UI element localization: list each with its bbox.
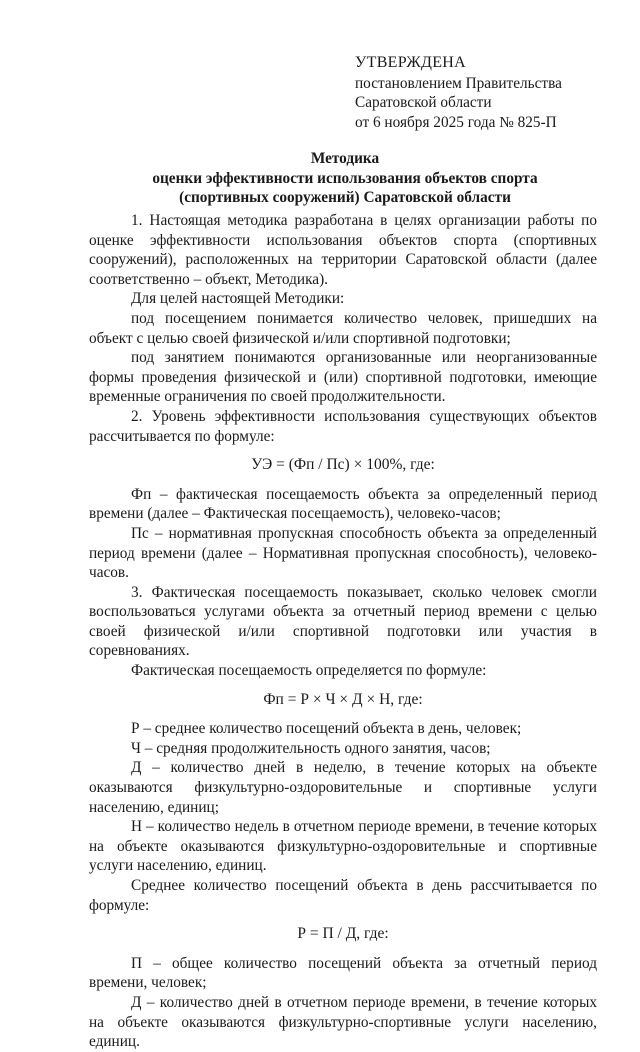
paragraph-14: Среднее количество посещений объекта в день рассчитывается по формуле: <box>89 877 597 914</box>
approval-heading: УТВЕРЖДЕНА <box>355 54 467 71</box>
paragraph-2: Для целей настоящей Методики: <box>131 290 345 308</box>
formula-attendance: Фп = Р × Ч × Д × Н, где: <box>263 690 423 708</box>
paragraph-4: под занятием понимаются организованные или неорганизованные формы проведения физической и (или) спортивной подготовки, имеющие временные ограничения по своей продолжительности. <box>89 349 597 406</box>
paragraph-1: 1. Настоящая методика разработана в целях организации работы по оценке эффективности использования объектов спорта (спортивных сооружений), расположенных на территории Саратовской области (далее соответственно – объект, Методика). <box>89 212 597 288</box>
paragraph-6: Фп – фактическая посещаемость объекта за определенный период времени (далее – Фактическая посещаемость), человеко-часов; <box>89 485 597 523</box>
title-line-1: Методика <box>310 150 380 167</box>
paragraph-7: Пс – нормативная пропускная способность объекта за определенный период времени (далее – Нормативная пропускная способность), человеко-часов. <box>89 524 597 582</box>
approval-stamp <box>355 53 625 132</box>
paragraph-12: Д – количество дней в неделю, в течение которых на объекте оказываются физкультурно-оздоровительные и спортивные услуги населению, единиц; <box>89 759 597 816</box>
document-title <box>90 149 600 208</box>
formula-efficiency: УЭ = (Фп / Пс) × 100%, где: <box>251 456 435 474</box>
paragraph-10: Р – среднее количество посещений объекта в день, человек; <box>131 720 522 738</box>
paragraph-13: Н – количество недель в отчетном периоде времени, в течение которых на объекте оказываются физкультурно-оздоровительные и спортивные услуги населению, единиц. <box>89 818 597 875</box>
paragraph-15: П – общее количество посещений объекта за отчетный период времени, человек; <box>89 954 597 992</box>
title-line-2: оценки эффективности использования объектов спорта <box>152 169 538 187</box>
approval-line-1: постановлением Правительства <box>355 74 562 92</box>
paragraph-5: 2. Уровень эффективности использования существующих объектов рассчитывается по формуле: <box>89 407 597 445</box>
paragraph-3: под посещением понимается количество человек, пришедших на объект с целью своей физической и/или спортивной подготовки; <box>89 309 597 347</box>
paragraph-16: Д – количество дней в отчетном периоде времени, в течение которых на объекте оказываются физкультурно-спортивные услуги населению, единиц. <box>89 993 597 1051</box>
formula-daily-visits: Р = П / Д, где: <box>297 925 389 943</box>
approval-line-3: от 6 ноября 2025 года № 825-П <box>355 113 557 131</box>
title-line-3: (спортивных сооружений) Саратовской области <box>179 189 511 207</box>
paragraph-8: 3. Фактическая посещаемость показывает, сколько человек смогли воспользоваться услугами объекта за отчетный период времени с целью своей физической и/или спортивной подготовки или участия в соревнованиях. <box>89 583 597 660</box>
approval-line-2: Саратовской области <box>355 94 492 112</box>
paragraph-9: Фактическая посещаемость определяется по формуле: <box>131 662 487 680</box>
paragraph-11: Ч – средняя продолжительность одного занятия, часов; <box>131 739 491 757</box>
document-body <box>89 211 597 1052</box>
